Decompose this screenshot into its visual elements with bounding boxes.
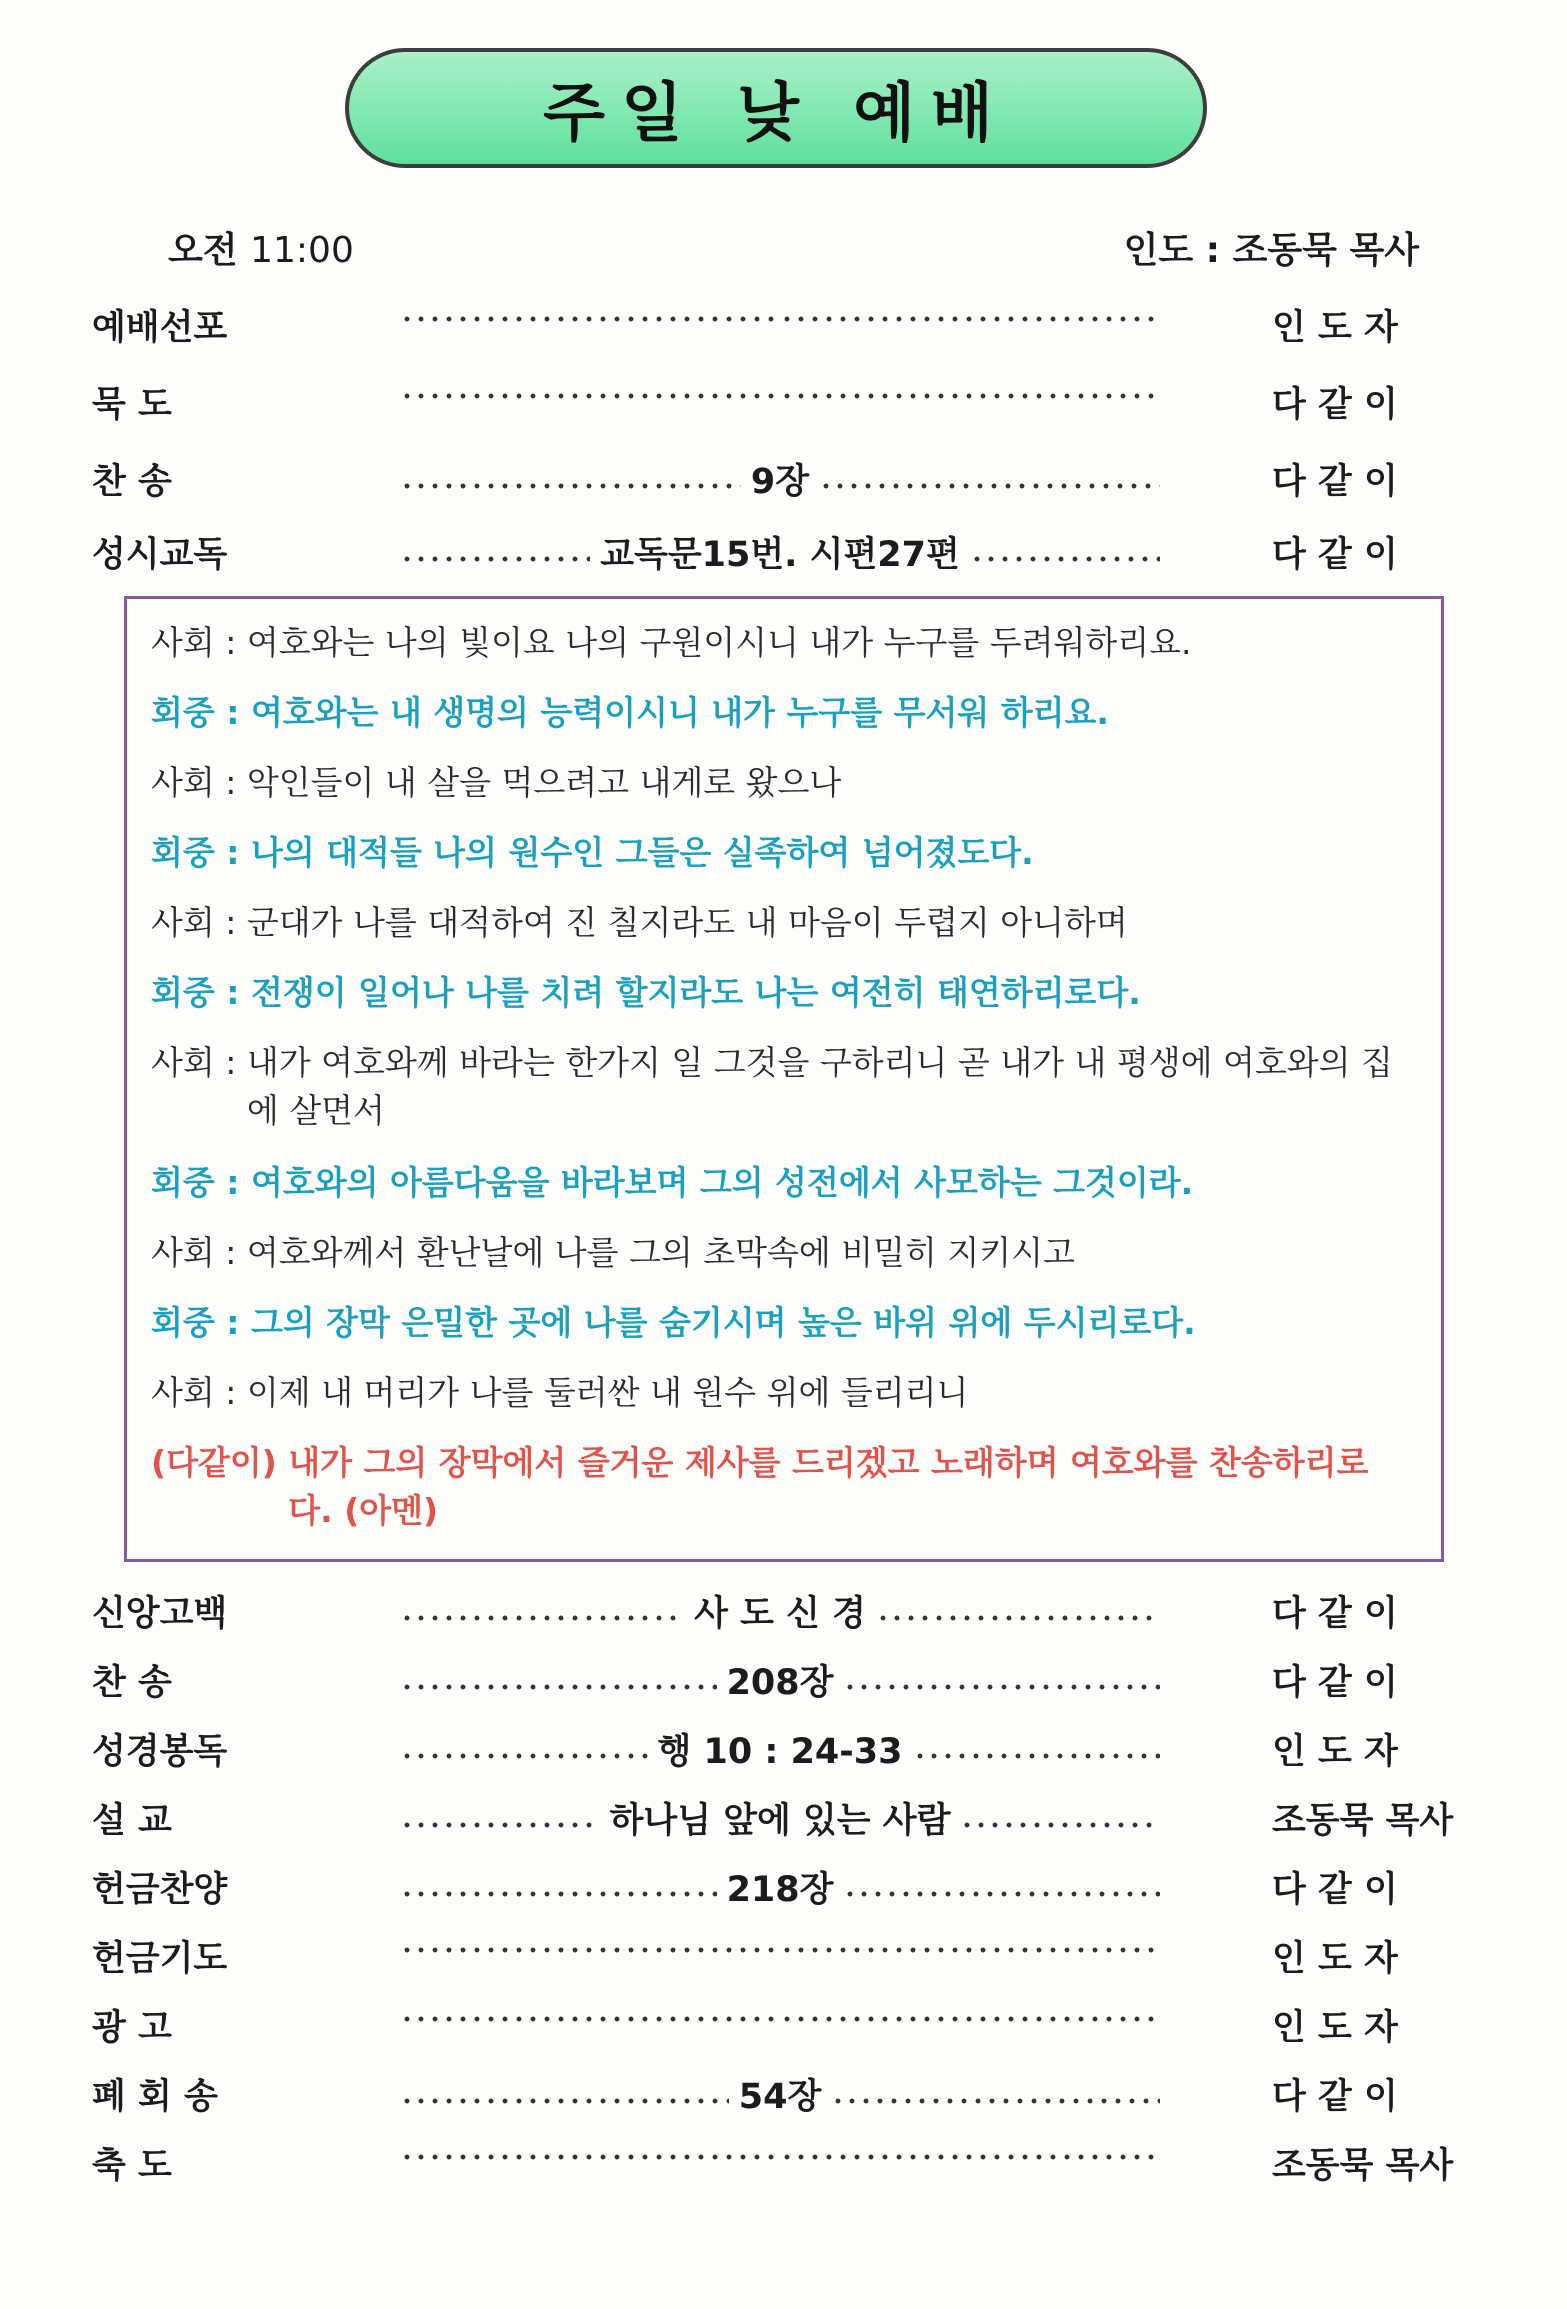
order-label: 묵 도 (92, 385, 172, 425)
dot-leader (780, 2152, 1160, 2162)
order-row (0, 300, 1567, 354)
reading-line-leader: 사회 : 군대가 나를 대적하여 진 칠지라도 내 마음이 두렵지 아니하며 (151, 903, 1128, 942)
order-row (0, 2138, 1567, 2192)
order-detail (400, 2000, 1160, 2024)
dot-leader (843, 1889, 1160, 1899)
order-role: 다 같 이 (1272, 1870, 1398, 1910)
dot-leader (400, 1945, 780, 1955)
order-role: 조동묵 목사 (1272, 1801, 1454, 1841)
order-detail: 218장 (400, 1862, 1160, 1912)
order-row (0, 377, 1567, 431)
order-role: 인 도 자 (1272, 1939, 1398, 1979)
order-label: 헌금기도 (92, 1939, 228, 1979)
order-detail (400, 1931, 1160, 1955)
order-row (0, 1862, 1567, 1916)
order-label: 신앙고백 (92, 1594, 228, 1634)
dot-leader (400, 1751, 648, 1761)
order-label: 성시교독 (92, 535, 228, 575)
dot-leader (843, 1682, 1160, 1692)
order-detail: 교독문15번. 시편27편 (400, 527, 1160, 577)
reading-line-leader: 사회 : 내가 여호와께 바라는 한가지 일 그것을 구하리니 곧 내가 내 평생에 여호와의 집에 살면서 (151, 1043, 1393, 1130)
order-row (0, 1793, 1567, 1847)
order-label: 폐 회 송 (92, 2077, 218, 2117)
order-label: 예배선포 (92, 308, 228, 348)
dot-leader (400, 2014, 780, 2024)
dot-leader (400, 554, 590, 564)
order-label: 찬 송 (92, 1663, 172, 1703)
reading-line-congregation: 회중 : 나의 대적들 나의 원수인 그들은 실족하여 넘어졌도다. (151, 833, 1034, 872)
order-detail (400, 2138, 1160, 2162)
order-role: 인 도 자 (1272, 1732, 1398, 1772)
dot-leader (400, 481, 741, 491)
dot-leader (400, 1820, 600, 1830)
order-role: 조동묵 목사 (1272, 2146, 1454, 2186)
order-detail: 54장 (400, 2069, 1160, 2119)
dot-leader (400, 314, 780, 324)
dot-leader (780, 391, 1160, 401)
reading-line-congregation: 회중 : 여호와의 아름다움을 바라보며 그의 성전에서 사모하는 그것이라. (151, 1163, 1194, 1202)
reading-line-leader: 사회 : 여호와께서 환난날에 나를 그의 초막속에 비밀히 지키시고 (151, 1233, 1075, 1272)
order-detail (400, 377, 1160, 401)
order-detail: 208장 (400, 1655, 1160, 1705)
service-time (168, 222, 354, 273)
order-label: 찬 송 (92, 462, 172, 502)
dot-leader (819, 481, 1160, 491)
dot-leader (400, 2096, 729, 2106)
order-label: 축 도 (92, 2146, 172, 2186)
dot-leader (400, 1613, 684, 1623)
order-row (0, 527, 1567, 581)
dot-leader (780, 2014, 1160, 2024)
order-role: 다 같 이 (1272, 385, 1398, 425)
order-row (0, 1724, 1567, 1778)
responsive-reading-box (124, 596, 1444, 1562)
order-row (0, 2069, 1567, 2123)
dot-leader (780, 1945, 1160, 1955)
dot-leader (913, 1751, 1161, 1761)
order-detail: 행 10 : 24-33 (400, 1724, 1160, 1774)
reading-line-congregation: 회중 : 그의 장막 은밀한 곳에 나를 숨기시며 높은 바위 위에 두시리로다. (151, 1303, 1196, 1342)
title-banner (345, 48, 1207, 168)
order-role: 다 같 이 (1272, 535, 1398, 575)
page-title: 주일 낮 예배 (543, 77, 1009, 151)
order-label: 성경봉독 (92, 1732, 228, 1772)
order-detail: 하나님 앞에 있는 사람 (400, 1793, 1160, 1843)
dot-leader (780, 314, 1160, 324)
reading-line-leader: 사회 : 이제 내 머리가 나를 둘러싼 내 원수 위에 들리리니 (151, 1373, 969, 1412)
order-detail: 사 도 신 경 (400, 1586, 1160, 1636)
dot-leader (960, 1820, 1160, 1830)
order-label: 광 고 (92, 2008, 172, 2048)
order-role: 인 도 자 (1272, 308, 1398, 348)
order-row (0, 1931, 1567, 1985)
dot-leader (400, 1889, 717, 1899)
order-row (0, 1586, 1567, 1640)
time-value: 11:00 (250, 230, 354, 271)
time-label: 오전 (168, 230, 238, 271)
dot-leader (400, 1682, 717, 1692)
order-label: 설 교 (92, 1801, 172, 1841)
reading-line-all: (다같이) 내가 그의 장막에서 즐거운 제사를 드리겠고 노래하며 여호와를 찬송하리로다. (아멘) (151, 1443, 1369, 1530)
order-role: 다 같 이 (1272, 1594, 1398, 1634)
order-detail: 9장 (400, 454, 1160, 504)
order-label: 헌금찬양 (92, 1870, 228, 1910)
order-role: 다 같 이 (1272, 1663, 1398, 1703)
dot-leader (970, 554, 1160, 564)
order-detail (400, 300, 1160, 324)
reading-line-leader: 사회 : 여호와는 나의 빛이요 나의 구원이시니 내가 누구를 두려워하리요. (151, 623, 1192, 662)
dot-leader (400, 391, 780, 401)
order-role: 다 같 이 (1272, 2077, 1398, 2117)
service-leader: 인도 : 조동묵 목사 (1123, 230, 1419, 271)
order-row (0, 1655, 1567, 1709)
order-row (0, 2000, 1567, 2054)
order-row (0, 454, 1567, 508)
reading-line-congregation: 회중 : 여호와는 내 생명의 능력이시니 내가 누구를 무서워 하리요. (151, 693, 1109, 732)
order-role: 다 같 이 (1272, 462, 1398, 502)
dot-leader (876, 1613, 1160, 1623)
reading-line-leader: 사회 : 악인들이 내 살을 먹으려고 내게로 왔으나 (151, 763, 842, 802)
reading-line-congregation: 회중 : 전쟁이 일어나 나를 치려 할지라도 나는 여전히 태연하리로다. (151, 973, 1141, 1012)
order-role: 인 도 자 (1272, 2008, 1398, 2048)
dot-leader (831, 2096, 1160, 2106)
dot-leader (400, 2152, 780, 2162)
